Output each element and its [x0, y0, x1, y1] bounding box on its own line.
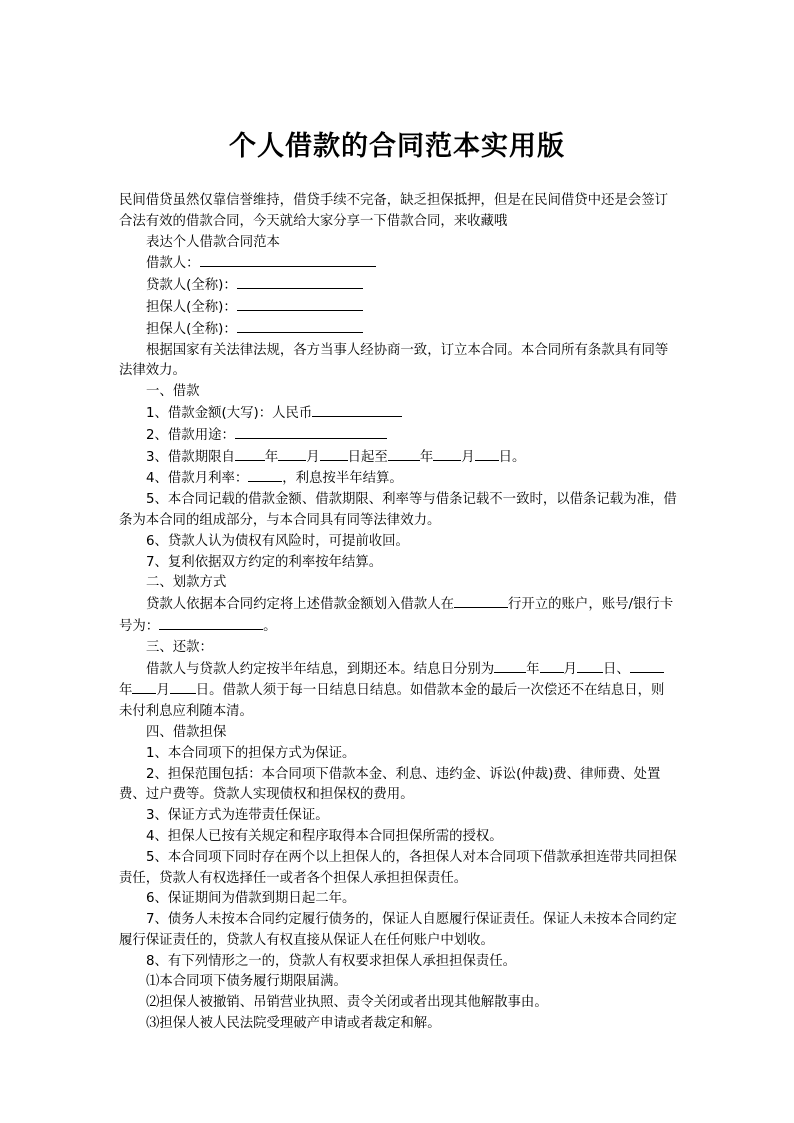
blank-line [237, 297, 363, 311]
blank-line [200, 253, 376, 267]
clause-item: 6、保证期间为借款到期日起二年。 [146, 891, 356, 907]
clause-item: 2、借款用途： [119, 425, 677, 447]
blank-line [237, 319, 363, 333]
preamble-paragraph: 根据国家有关法律法规，各方当事人经协商一致，订立本合同。本合同所有条款具有同等法律效力。 [119, 342, 669, 379]
guarantor-field: 担保人(全称)： [119, 319, 677, 341]
clause-paragraph: 借款人与贷款人约定按半年结息，到期还本。结息日分别为 年 月 日、年 月 日。借款人须于每一日结息日结息。如借款本金的最后一次偿还不在结息日，则未付利息应利随本清。 [119, 659, 677, 723]
clause-item: 1、本合同项下的担保方式为保证。 [146, 745, 356, 761]
blank-line [312, 403, 402, 417]
clause-item: 5、本合同记载的借款金额、借款期限、利率等与借条记载不一致时，以借条记载为准，借条为本合同的组成部分，与本合同具有同等法律效力。 [119, 492, 677, 528]
clause-paragraph: 贷款人依据本合同约定将上述借款金额划入借款人在 行开立的账户，账号/银行卡号为： 。 [119, 594, 677, 638]
clause-item: 4、担保人已按有关规定和程序取得本合同担保所需的授权。 [146, 828, 503, 844]
sub-clause: ⑴本合同项下债务履行期限届满。 [146, 974, 347, 990]
section-heading: 一、借款 [146, 384, 200, 400]
clause-item: 7、债务人未按本合同约定履行债务的，保证人自愿履行保证责任。保证人未按本合同约定履行保证责任的，贷款人有权直接从保证人在任何账户中划收。 [119, 912, 677, 948]
clause-item: 5、本合同项下同时存在两个以上担保人的，各担保人对本合同项下借款承担连带共同担保责任，贷款人有权选择任一或者各个担保人承担担保责任。 [119, 849, 677, 886]
clause-item: 4、借款月利率： ，利息按半年结算。 [119, 468, 677, 490]
blank-line [235, 425, 387, 439]
lender-field: 贷款人(全称)： [119, 275, 677, 297]
section-heading: 二、划款方式 [146, 575, 227, 591]
clause-item: 3、借款期限自 年 月 日起至 年 月 日。 [119, 447, 677, 469]
clause-item: 3、保证方式为连带责任保证。 [146, 808, 329, 824]
intro-paragraph: 民间借贷虽然仅靠信誉维持，借贷手续不完备，缺乏担保抵押，但是在民间借贷中还是会签订合法有效的借款合同，今天就给大家分享一下借款合同，来收藏哦 [119, 193, 669, 229]
section-heading: 三、还款： [146, 639, 213, 655]
sub-clause: ⑶担保人被人民法院受理破产申请或者裁定和解。 [146, 1016, 441, 1032]
clause-item: 8、有下列情形之一的，贷款人有权要求担保人承担担保责任。 [146, 953, 517, 969]
document-body [119, 191, 677, 1035]
clause-item: 6、贷款人认为债权有风险时，可提前收回。 [146, 533, 409, 549]
clause-item: 7、复利依据双方约定的利率按年结算。 [146, 554, 383, 570]
clause-item: 1、借款金额(大写)：人民币 [119, 403, 677, 425]
sub-clause: ⑵担保人被撤销、吊销营业执照、责令关闭或者出现其他解散事由。 [146, 995, 548, 1011]
borrower-field: 借款人： [119, 253, 677, 275]
clause-item: 2、担保范围包括：本合同项下借款本金、利息、违约金、诉讼(仲裁)费、律师费、处置费、过户费等。贷款人实现债权和担保权的费用。 [119, 766, 661, 803]
subtitle-line: 表达个人借款合同范本 [146, 234, 280, 250]
blank-line [237, 275, 363, 289]
page-title: 个人借款的合同范本实用版 [229, 131, 565, 162]
section-heading: 四、借款担保 [146, 724, 227, 740]
guarantor-field: 担保人(全称)： [119, 297, 677, 319]
